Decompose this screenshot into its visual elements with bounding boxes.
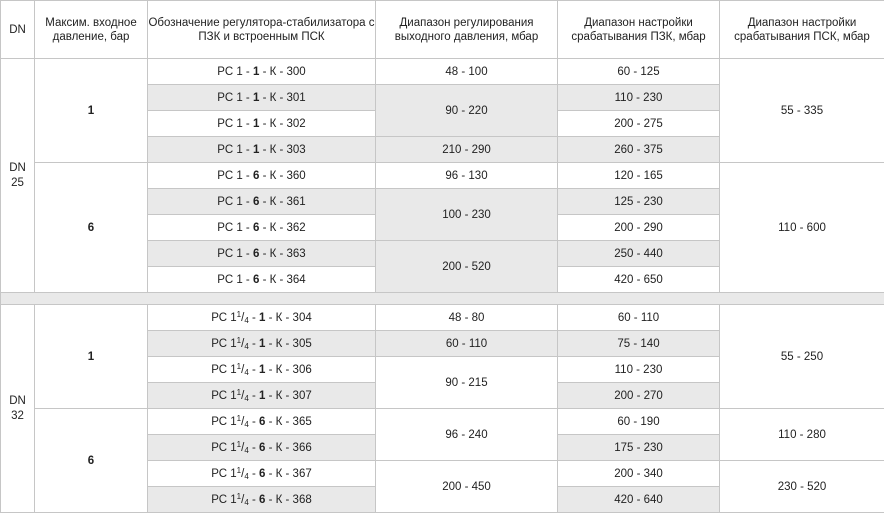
dn-cell [1,59,35,293]
psk-range-cell: 110 - 280 [720,409,884,461]
pzk-range-cell: 200 - 340 [558,461,720,487]
out-range-cell: 100 - 230 [376,189,558,241]
designation-cell: РС $1^1/_4 - 6$ - К - 365 [148,409,376,435]
pzk-range-cell: 125 - 230 [558,189,720,215]
group-separator [1,293,884,305]
table-row [1,409,884,435]
max-pressure-cell: 1 [35,59,148,163]
pzk-range-cell: 420 - 650 [558,267,720,293]
designation-cell: РС $1^1/_4 - 1$ - К - 304 [148,305,376,331]
pzk-range-cell: 420 - 640 [558,487,720,513]
out-range-cell: 90 - 215 [376,357,558,409]
header-designation: Обозначение регулятора-стабилизатора с ПЗК и встроенным ПСК [148,1,376,59]
header-row [1,1,884,59]
pzk-range-cell: 175 - 230 [558,435,720,461]
out-range-cell: 200 - 520 [376,241,558,293]
out-range-cell: 60 - 110 [376,331,558,357]
designation-cell: РС 1 - 1 - К - 302 [148,111,376,137]
designation-cell: РС $1^1/_4 - 1$ - К - 307 [148,383,376,409]
psk-range-cell: 55 - 335 [720,59,884,163]
out-range-cell: 200 - 450 [376,461,558,513]
header-pzk-range: Диапазон настройки срабатывания ПЗК, мбар [558,1,720,59]
designation-cell: РС $1^1/_4 - 1$ - К - 305 [148,331,376,357]
dn-value: 32 [1,409,34,424]
out-range-cell: 96 - 240 [376,409,558,461]
psk-range-cell: 230 - 520 [720,461,884,513]
psk-range-cell: 55 - 250 [720,305,884,409]
out-range-cell: 48 - 100 [376,59,558,85]
designation-cell: РС 1 - 6 - К - 360 [148,163,376,189]
max-pressure-cell: 6 [35,163,148,293]
designation-cell: РС $1^1/_4 - 6$ - К - 366 [148,435,376,461]
designation-cell: РС 1 - 6 - К - 362 [148,215,376,241]
designation-cell: РС $1^1/_4 - 6$ - К - 368 [148,487,376,513]
header-dn: DN [1,1,35,59]
designation-cell: РС $1^1/_4 - 6$ - К - 367 [148,461,376,487]
designation-cell: РС 1 - 1 - К - 303 [148,137,376,163]
pzk-range-cell: 110 - 230 [558,357,720,383]
pzk-range-cell: 60 - 190 [558,409,720,435]
designation-cell: РС 1 - 1 - К - 301 [148,85,376,111]
out-range-cell: 210 - 290 [376,137,558,163]
max-pressure-cell: 1 [35,305,148,409]
pzk-range-cell: 60 - 125 [558,59,720,85]
header-max-pressure: Максим. входное давление, бар [35,1,148,59]
dn-value: 25 [1,176,34,191]
separator-cell [1,293,884,305]
dn-label: DN [1,161,34,176]
pzk-range-cell: 200 - 290 [558,215,720,241]
pzk-range-cell: 60 - 110 [558,305,720,331]
pzk-range-cell: 200 - 270 [558,383,720,409]
pzk-range-cell: 260 - 375 [558,137,720,163]
pzk-range-cell: 250 - 440 [558,241,720,267]
table-row [1,305,884,331]
pzk-range-cell: 75 - 140 [558,331,720,357]
header-out-range: Диапазон регулирования выходного давления, мбар [376,1,558,59]
designation-cell: РС 1 - 6 - К - 364 [148,267,376,293]
table-row [1,59,884,85]
out-range-cell: 90 - 220 [376,85,558,137]
table-row [1,163,884,189]
designation-cell: РС 1 - 6 - К - 361 [148,189,376,215]
max-pressure-cell: 6 [35,409,148,513]
pzk-range-cell: 120 - 165 [558,163,720,189]
psk-range-cell: 110 - 600 [720,163,884,293]
pzk-range-cell: 110 - 230 [558,85,720,111]
designation-cell: РС 1 - 6 - К - 363 [148,241,376,267]
header-psk-range: Диапазон настройки срабатывания ПСК, мбар [720,1,884,59]
designation-cell: РС 1 - 1 - К - 300 [148,59,376,85]
dn-cell [1,305,35,513]
designation-cell: РС $1^1/_4 - 1$ - К - 306 [148,357,376,383]
out-range-cell: 96 - 130 [376,163,558,189]
pzk-range-cell: 200 - 275 [558,111,720,137]
out-range-cell: 48 - 80 [376,305,558,331]
dn-label: DN [1,394,34,409]
